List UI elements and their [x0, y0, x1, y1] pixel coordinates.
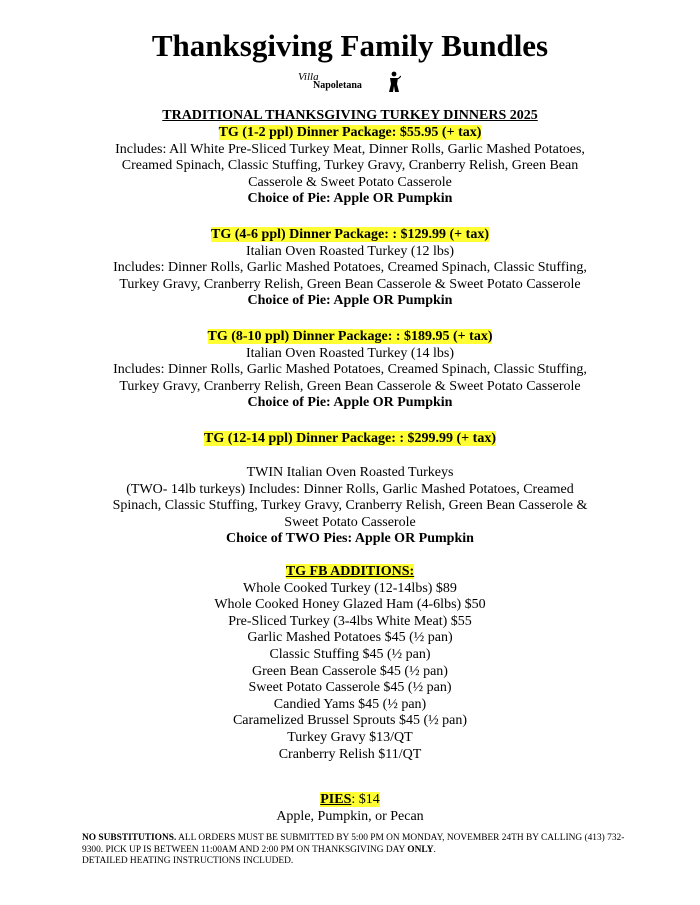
package-1 — [60, 125, 640, 208]
package-1-line-1: Includes: All White Pre-Sliced Turkey Meat, Dinner Rolls, Garlic Mashed Potatoes, — [115, 141, 585, 157]
additions-title: TG FB ADDITIONS: — [285, 564, 415, 579]
footer-order-deadline: ALL ORDERS MUST BE SUBMITTED BY 5:00 PM ON MONDAY, NOVEMBER 24TH BY CALLING (413) 732-9300. PICK UP IS BETWEEN 11:00AM AND 2:00 PM ON THANKSGIVING DAY — [82, 833, 625, 855]
addition-item: Pre-Sliced Turkey (3-4lbs White Meat) $55 — [228, 613, 472, 629]
addition-item: Caramelized Brussel Sprouts $45 (½ pan) — [232, 713, 468, 729]
addition-item: Candied Yams $45 (½ pan) — [273, 696, 427, 712]
addition-item: Whole Cooked Turkey (12-14lbs) $89 — [243, 580, 457, 596]
package-2 — [60, 227, 640, 310]
addition-item: Cranberry Relish $11/QT — [278, 746, 422, 762]
footer-line-1 — [82, 833, 642, 856]
package-2-pie: Choice of Pie: Apple OR Pumpkin — [247, 293, 453, 309]
package-1-line-2: Creamed Spinach, Classic Stuffing, Turkey Gravy, Cranberry Relish, Green Bean — [121, 158, 579, 174]
package-3-title: TG (8-10 ppl) Dinner Package: : $189.95 (+ tax) — [207, 329, 493, 344]
chef-figure-icon — [387, 71, 401, 93]
logo-script-text: Villa — [298, 71, 319, 83]
package-4-title: TG (12-14 ppl) Dinner Package: : $299.99 (+ tax) — [204, 431, 496, 446]
pies-heading — [320, 792, 380, 807]
addition-item: Classic Stuffing $45 (½ pan) — [269, 646, 431, 662]
page-title: Thanksgiving Family Bundles — [151, 28, 549, 63]
addition-item: Green Bean Casserole $45 (½ pan) — [252, 663, 448, 679]
package-4-pie: Choice of TWO Pies: Apple OR Pumpkin — [226, 531, 474, 547]
section-heading: TRADITIONAL THANKSGIVING TURKEY DINNERS 2025 — [162, 108, 538, 123]
section-heading-block — [60, 108, 640, 125]
package-4-title-block — [60, 431, 640, 448]
pies-label: PIES — [320, 792, 352, 807]
package-2-line-2: Includes: Dinner Rolls, Garlic Mashed Potatoes, Creamed Spinach, Classic Stuffing, — [113, 260, 587, 276]
package-3-line-2: Includes: Dinner Rolls, Garlic Mashed Potatoes, Creamed Spinach, Classic Stuffing, — [113, 362, 587, 378]
additions-list — [60, 564, 640, 763]
package-2-line-3: Turkey Gravy, Cranberry Relish, Green Bean Casserole & Sweet Potato Casserole — [119, 276, 581, 292]
footer-no-substitutions: NO SUBSTITUTIONS. — [82, 833, 177, 843]
logo-name-text: Napoletana — [313, 80, 362, 91]
footer-only: ONLY — [407, 844, 434, 855]
footer-notes — [82, 833, 642, 868]
package-2-line-1: Italian Oven Roasted Turkey (12 lbs) — [245, 243, 455, 259]
footer-period: . — [433, 844, 436, 855]
package-1-line-3: Casserole & Sweet Potato Casserole — [248, 174, 452, 190]
package-4-line-1: TWIN Italian Oven Roasted Turkeys — [246, 465, 454, 480]
addition-item: Sweet Potato Casserole $45 (½ pan) — [248, 680, 452, 696]
pies-price: : $14 — [351, 792, 380, 807]
pies-section — [60, 792, 640, 825]
addition-item: Turkey Gravy $13/QT — [287, 729, 413, 745]
package-3-pie: Choice of Pie: Apple OR Pumpkin — [247, 395, 453, 411]
footer-heating-instructions: DETAILED HEATING INSTRUCTIONS INCLUDED. — [82, 856, 294, 866]
package-1-pie: Choice of Pie: Apple OR Pumpkin — [247, 191, 453, 207]
package-4-line-4: Sweet Potato Casserole — [284, 514, 416, 530]
pies-options: Apple, Pumpkin, or Pecan — [276, 808, 424, 824]
package-4-line-3: Spinach, Classic Stuffing, Turkey Gravy, Cranberry Relish, Green Bean Casserole & — [112, 498, 588, 514]
villa-napoletana-logo — [298, 71, 418, 97]
package-1-title: TG (1-2 ppl) Dinner Package: $55.95 (+ tax) — [218, 125, 482, 140]
package-3-line-1: Italian Oven Roasted Turkey (14 lbs) — [245, 345, 455, 361]
package-4-line-2: (TWO- 14lb turkeys) Includes: Dinner Rolls, Garlic Mashed Potatoes, Creamed — [126, 481, 574, 497]
package-3 — [60, 329, 640, 412]
addition-item: Whole Cooked Honey Glazed Ham (4-6lbs) $50 — [214, 597, 486, 613]
package-4 — [60, 465, 640, 548]
package-2-title: TG (4-6 ppl) Dinner Package: : $129.99 (+ tax) — [211, 227, 489, 242]
package-3-line-3: Turkey Gravy, Cranberry Relish, Green Bean Casserole & Sweet Potato Casserole — [119, 378, 581, 394]
addition-item: Garlic Mashed Potatoes $45 (½ pan) — [247, 630, 453, 646]
